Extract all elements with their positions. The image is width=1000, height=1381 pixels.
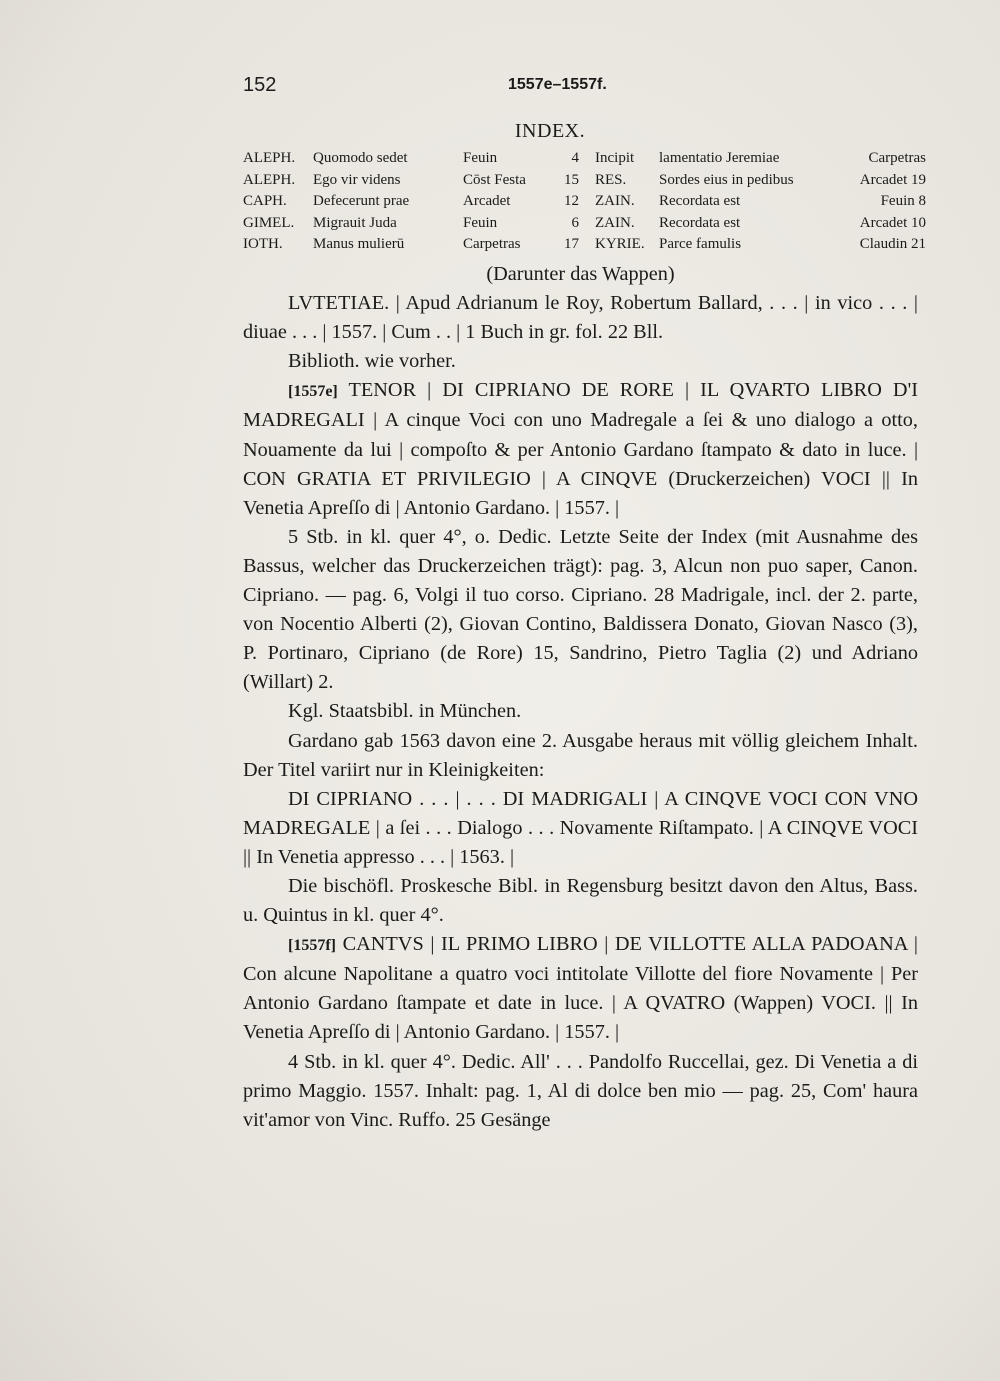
entry-title-text: TENOR | DI CIPRIANO DE RORE | IL QVARTO LIBRO D'I MADREGALI | A cinque Voci con uno Madregale a ſei & uno dialogo a otto, Nouamente da lui | compoſto & per Antonio Gardano ſtampato & dato in luce. | CON GRATIA ET PRIVILEGIO | A CINQVE (Druckerzeichen) VOCI || In Venetia Apreſſo di | Antonio Gardano. | 1557. | <box>243 379 918 519</box>
entry-title-text: CANTVS | IL PRIMO LIBRO | DE VILLOTTE ALLA PADOANA | Con alcune Napolitane a quatro voci intitolate Villotte del fiore Novamente | Per Antonio Gardano ſtampate et date in luce. | A QVATRO (Wappen) VOCI. || In Venetia Apreſſo di | Antonio Gardano. | 1557. | <box>243 933 918 1044</box>
imprint-paragraph: LVTETIAE. | Apud Adrianum le Roy, Robertum Ballard, . . . | in vico . . . | diuae . . . | 1557. | Cum . . | 1 Buch in gr. fol. 22 Bll. <box>243 292 918 344</box>
index-row <box>243 213 926 235</box>
index-voice: ALEPH. <box>243 150 296 166</box>
library-note: Die bischöfl. Proskesche Bibl. in Regensburg besitzt davon den Altus, Bass. u. Quintus in kl. quer 4°. <box>243 874 918 927</box>
entry-1557e-title <box>243 376 918 522</box>
index-page: 6 <box>571 214 579 231</box>
index-row <box>243 191 926 213</box>
index-page: 12 <box>564 193 579 209</box>
index-incipit: Parce famulis <box>659 236 742 252</box>
entry-tag: [1557e] <box>288 383 338 401</box>
index-incipit: Recordata est <box>659 193 741 209</box>
entry-1557f-title <box>243 930 918 1047</box>
index-row <box>243 170 926 192</box>
index-row <box>243 234 926 256</box>
index-row <box>243 148 926 170</box>
index-composer-page: Arcadet 10 <box>859 214 926 231</box>
library-note: Kgl. Staatsbibl. in München. <box>288 700 522 723</box>
index-composer: Arcadet <box>463 193 511 209</box>
index-voice: IOTH. <box>243 236 283 252</box>
running-head: 1557e–1557f. <box>508 76 607 93</box>
library-note: Biblioth. wie vorher. <box>288 350 456 373</box>
index-incipit: Ego vir videns <box>313 171 401 188</box>
page-body <box>243 260 918 1135</box>
index-incipit: lamentatio Jeremiae <box>659 150 780 166</box>
index-voice: ALEPH. <box>243 171 296 188</box>
wappen-note: (Darunter das Wappen) <box>486 263 675 285</box>
page-header <box>243 74 923 104</box>
index-incipit: Manus mulierū <box>313 236 405 252</box>
index-composer-page: Feuin 8 <box>880 193 926 209</box>
index-voice: CAPH. <box>243 193 287 209</box>
index-title: INDEX. <box>514 120 586 142</box>
index-page: 17 <box>564 236 579 252</box>
index-page: 4 <box>571 150 579 166</box>
index-voice: ZAIN. <box>595 214 635 231</box>
index-incipit: Migrauit Juda <box>313 214 397 231</box>
index-voice: KYRIE. <box>595 236 645 252</box>
entry-1557f-description: 4 Stb. in kl. quer 4°. Dedic. All' . . . Pandolfo Ruccellai, gez. Di Venetia a di primo Maggio. 1557. Inhalt: pag. 1, Al di dolce ben mio — pag. 25, Com' haura vit'amor von Vinc. Ruffo. 25 Gesänge <box>243 1050 918 1131</box>
index-voice: ZAIN. <box>595 193 635 209</box>
index-incipit: Sordes eius in pedibus <box>659 171 794 188</box>
index-table <box>243 148 926 256</box>
index-composer-page: Arcadet 19 <box>859 171 926 188</box>
index-composer-page: Carpetras <box>868 150 926 166</box>
variant-title: DI CIPRIANO . . . | . . . DI MADRIGALI | A CINQVE VOCI CON VNO MADREGALE | a ſei . . . Dialogo . . . Novamente Riſtampato. | A CINQVE VOCI || In Venetia appresso . . . | 1563. | <box>243 787 918 868</box>
index-composer: Feuin <box>463 150 498 166</box>
edition-note: Gardano gab 1563 davon eine 2. Ausgabe heraus mit völlig gleichem Inhalt. Der Titel variirt nur in Kleinigkeiten: <box>243 729 918 781</box>
index-composer: Feuin <box>463 214 498 231</box>
index-voice: Incipit <box>595 150 635 166</box>
index-incipit: Defecerunt prae <box>313 193 410 209</box>
index-page: 15 <box>564 171 579 188</box>
index-composer: Carpetras <box>463 236 521 252</box>
index-composer: Cōst Festa <box>463 171 526 188</box>
index-voice: RES. <box>595 171 627 188</box>
index-incipit: Quomodo sedet <box>313 150 408 166</box>
index-composer-page: Claudin 21 <box>859 236 926 252</box>
index-voice: GIMEL. <box>243 214 295 231</box>
entry-1557e-description: 5 Stb. in kl. quer 4°, o. Dedic. Letzte Seite der Index (mit Ausnahme des Bassus, welcher das Druckerzeichen trägt): pag. 3, Alcun non puo saper, Canon. Cipriano. — pag. 6, Volgi il tuo corso. Cipriano. 28 Madrigale, incl. der 2. parte, von Nocentio Alberti (2), Giovan Contino, Baldissera Donato, Giovan Nasco (3), P. Portinaro, Cipriano (de Rore) 15, Sandrino, Pietro Taglia (2) und Adriano (Willart) 2. <box>243 525 918 694</box>
page-number: 152 <box>243 74 277 96</box>
index-incipit: Recordata est <box>659 214 741 231</box>
entry-tag: [1557f] <box>288 937 336 955</box>
